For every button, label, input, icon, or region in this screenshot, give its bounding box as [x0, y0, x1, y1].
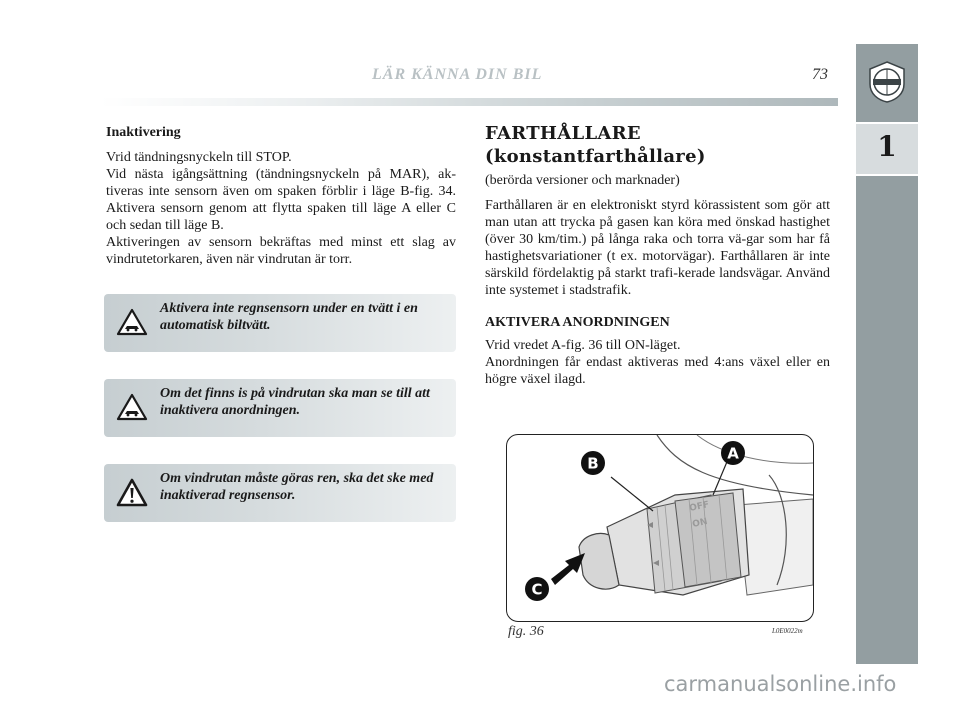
cruise-control-heading: FARTHÅLLARE: [485, 123, 641, 144]
lancia-logo-icon: [865, 60, 909, 104]
warning-box: [104, 464, 456, 522]
switch-label-off: OFF: [688, 500, 711, 514]
warning-box: [104, 294, 456, 352]
switch-label-on: ON: [691, 516, 709, 530]
right-column: [485, 122, 830, 388]
warning-text: Om det finns is på vindrutan ska man se till att inaktivera anordningen.: [160, 386, 430, 418]
versions-note: (berörda versioner och marknader): [485, 173, 680, 188]
paragraph: Anordningen får endast aktiveras med 4:ans växel eller en högre växel ilagd.: [485, 355, 830, 387]
intro-paragraph: Farthållaren är en elektroniskt styrd körassistent som gör att man utan att trycka på gasen kan köra med önskad hastighet (över 30 km/tim.) på långa raka och torra vä-gar som har få hastighetsvariationer (t ex. motorvägar). Farthållaren är inte särskild fördelaktig på starkt trafi-kerade landsvägar. Använd inte systemet i stadstrafik.: [485, 198, 830, 298]
paragraph: Vrid tändningsnyckeln till STOP.: [106, 150, 292, 165]
cruise-control-stalk-illustration: [507, 435, 813, 621]
car-warning-icon: [116, 393, 148, 421]
page-number: 73: [812, 66, 828, 83]
cruise-control-subheading: (konstantfarthållare): [485, 146, 706, 167]
warning-text: Om vindrutan måste göras ren, ska det ske med inaktiverad regnsensor.: [160, 471, 434, 503]
figure-code: L0E0022m: [772, 627, 803, 635]
warning-box: [104, 379, 456, 437]
exclamation-warning-icon: [116, 478, 148, 508]
callout-c: C: [531, 580, 543, 599]
header-rule: [100, 98, 838, 106]
paragraph: Aktiveringen av sensorn bekräftas med minst ett slag av vindrutetorkaren, även när vindrutan är torr.: [106, 235, 456, 267]
callout-b: B: [587, 454, 599, 473]
section-title: LÄR KÄNNA DIN BIL: [372, 66, 543, 83]
paragraph: Vrid vredet A-fig. 36 till ON-läget.: [485, 338, 681, 353]
activate-heading: AKTIVERA ANORDNINGEN: [485, 315, 670, 330]
watermark: carmanualsonline.info: [664, 672, 897, 696]
paragraph: Vid nästa igångsättning (tändningsnyckeln på MAR), ak-tiveras inte sensorn även om spaken förblir i läge B-fig. 34. Aktivera sensorn genom att flytta spaken till läge A eller C och sedan till läge B.: [106, 167, 456, 233]
figure-36: [506, 434, 814, 622]
car-warning-icon: [116, 308, 148, 336]
chapter-number: 1: [877, 130, 897, 163]
figure-caption: fig. 36: [508, 624, 544, 639]
left-column: [106, 125, 456, 268]
warning-text: Aktivera inte regnsensorn under en tvätt i en automatisk biltvätt.: [160, 301, 418, 333]
inactivation-heading: Inaktivering: [106, 125, 181, 140]
callout-a: A: [727, 444, 739, 463]
